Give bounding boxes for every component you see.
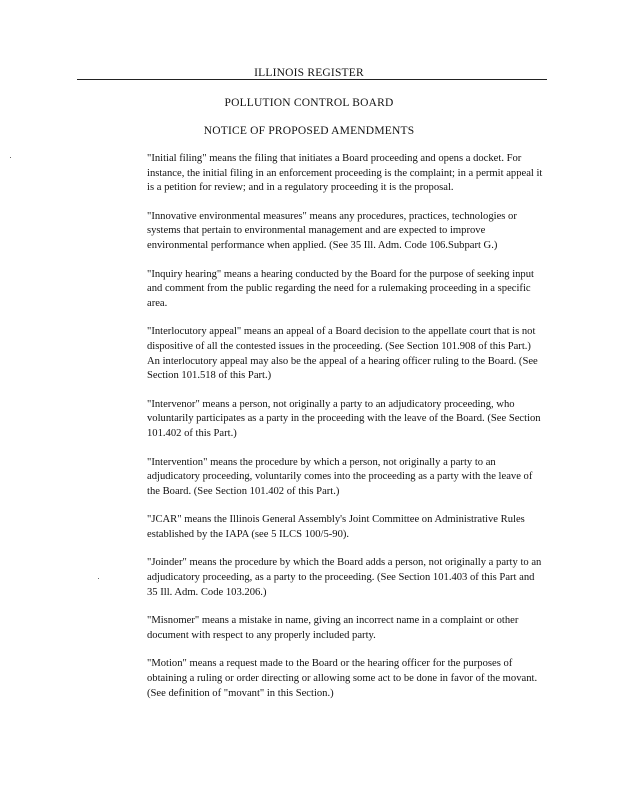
definition-initial-filing: "Initial filing" means the filing that initiates a Board proceeding and opens a docket. For instance, the initial filing in an enforcement proceeding is the complaint; in a permit appeal it is a petition for review; and in a regulatory proceeding it is the proposal. (147, 153, 543, 194)
definition-misnomer: "Misnomer" means a mistake in name, giving an incorrect name in a complaint or other document with respect to any properly included party. (147, 615, 519, 641)
register-title: ILLINOIS REGISTER (254, 67, 364, 79)
board-title: POLLUTION CONTROL BOARD (224, 97, 394, 109)
definition-inquiry-hearing: "Inquiry hearing" means a hearing conducted by the Board for the purpose of seeking input and comment from the public regarding the need for a rulemaking proceeding in a specific area. (147, 268, 534, 309)
definition-intervention: "Intervention" means the procedure by which a person, not originally a party to an adjudicatory proceeding, voluntarily comes into the proceeding as a party with the leave of the Board. (See Section 101.402 of this Part.) (147, 456, 533, 497)
definition-intervenor: "Intervenor" means a person, not originally a party to an adjudicatory proceeding, who voluntarily participates as a party in the proceeding with the leave of the Board. (See Section 101.402 of this Part.) (147, 398, 541, 439)
notice-title: NOTICE OF PROPOSED AMENDMENTS (203, 125, 415, 137)
definition-interlocutory-appeal: "Interlocutory appeal" means an appeal of a Board decision to the appellate court that is not dispositive of all the contested issues in the proceeding. (See Section 101.908 of this Part.) An interlocutory appeal may also be the appeal of a hearing officer ruling to the Board. (See Section 101.518 of this Part.) (147, 326, 538, 382)
header-rule (77, 79, 547, 80)
scan-speck (10, 157, 11, 158)
definition-motion: "Motion" means a request made to the Board or the hearing officer for the purposes of obtaining a ruling or order directing or allowing some act to be done in favor of the movant. (See definition of "movant" in this Section.) (147, 658, 538, 699)
definitions-body (147, 152, 545, 715)
scan-speck (98, 578, 99, 579)
definition-innovative-environmental-measures: "Innovative environmental measures" means any procedures, practices, technologies or systems that pertain to environmental management and are expected to improve environmental performance when applied. (See 35 Ill. Adm. Code 106.Subpart G.) (147, 210, 517, 251)
definition-jcar: "JCAR" means the Illinois General Assembly's Joint Committee on Administrative Rules established by the IAPA (see 5 ILCS 100/5-90). (147, 514, 525, 540)
definition-joinder: "Joinder" means the procedure by which the Board adds a person, not originally a party to an adjudicatory proceeding, as a party to the proceeding. (See Section 101.403 of this Part and 35 Ill. Adm. Code 103.206.) (147, 557, 542, 598)
